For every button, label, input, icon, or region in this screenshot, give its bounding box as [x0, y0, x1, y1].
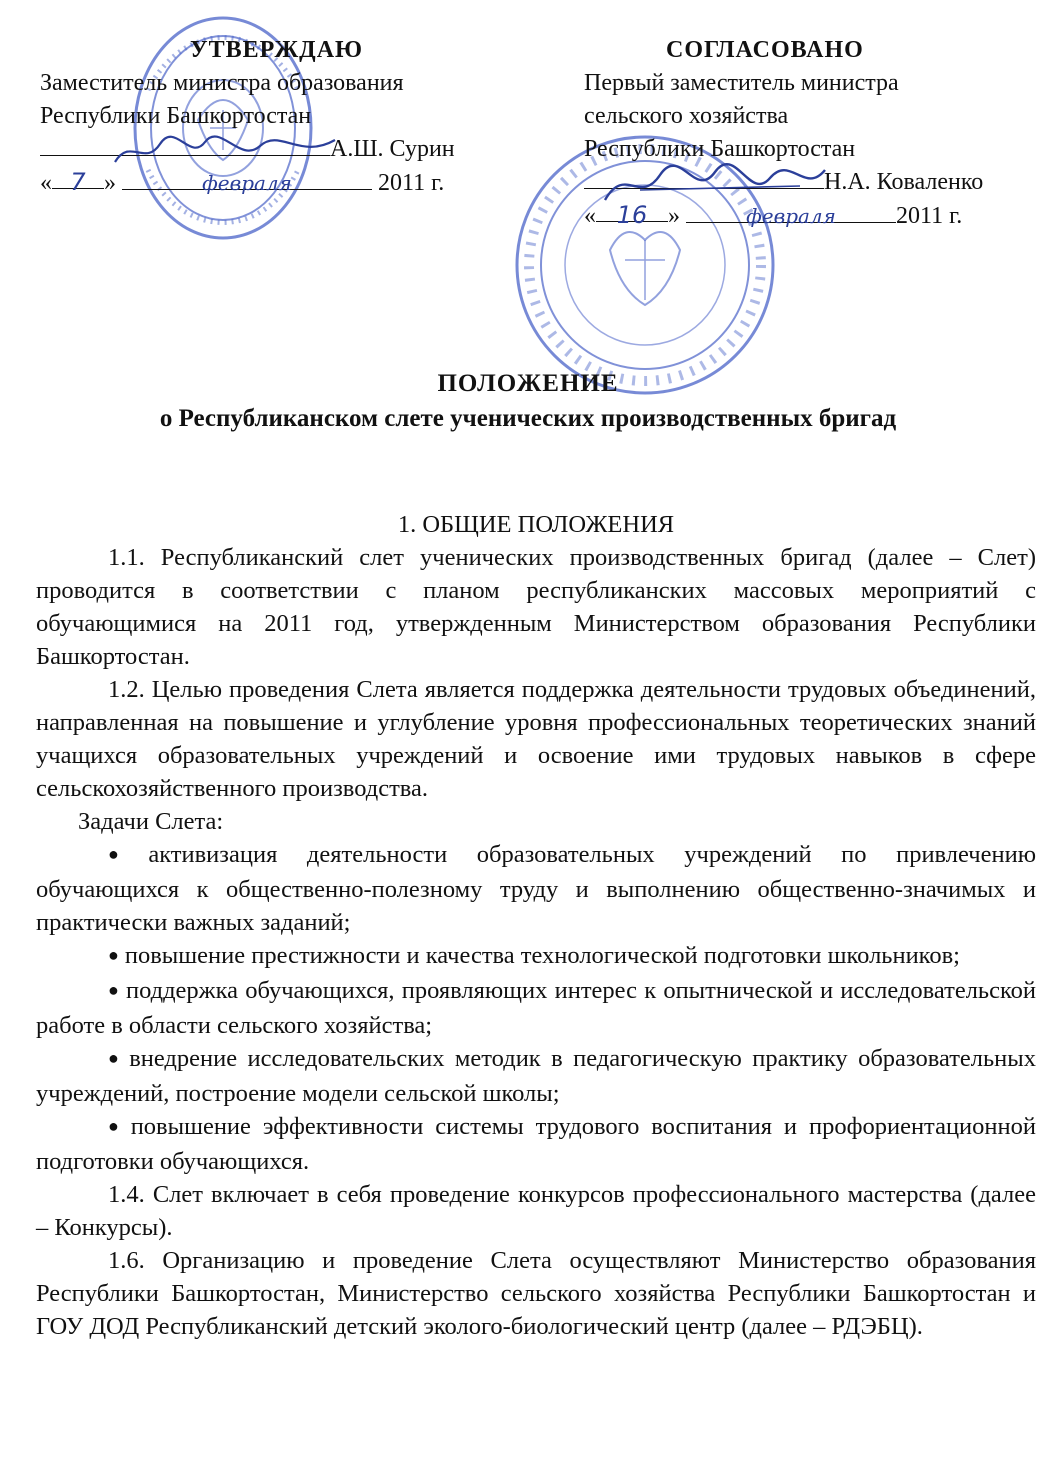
list-item: ● поддержка обучающихся, проявляющих интерес к опытнической и исследовательской работе в области сельского хозяйства;: [36, 977, 1036, 1039]
bullet-icon: ●: [108, 1048, 124, 1068]
agreement-month-handwritten: февраля: [686, 200, 896, 223]
document-title: ПОЛОЖЕНИЕ: [437, 370, 619, 397]
bullet-icon: ●: [108, 945, 119, 965]
bullet-icon: ●: [108, 1116, 125, 1136]
paragraph-1-2: 1.2. Целью проведения Слета является поддержка деятельности трудовых объединений, направленная на повышение и углубление уровня профессиональных теоретических знаний учащихся образовательных учреждений и освоение ими трудовых навыков в сфере сельскохозяйственного производства.: [36, 676, 1036, 802]
list-item: ● внедрение исследовательских методик в педагогическую практику образовательных учреждений, построение модели сельской школы;: [36, 1045, 1036, 1107]
paragraph-1-6: 1.6. Организацию и проведение Слета осуществляют Министерство образования Республики Башкортостан, Министерство сельского хозяйства Республики Башкортостан и ГОУ ДОД Республиканский детский эколого-биологический центр (далее – РДЭБЦ).: [36, 1247, 1036, 1340]
agreement-position-line3: Республики Башкортостан: [584, 136, 856, 162]
bullet-icon: ●: [108, 980, 120, 1000]
approval-block: [40, 34, 500, 200]
approval-signer: А.Ш. Сурин: [330, 136, 455, 162]
approval-heading: УТВЕРЖДАЮ: [190, 37, 364, 63]
approval-position-line2: Республики Башкортостан: [40, 103, 312, 129]
agreement-position-line1: Первый заместитель министра: [584, 70, 899, 96]
agreement-heading: СОГЛАСОВАНО: [666, 37, 864, 63]
approval-month-handwritten: февраля: [122, 167, 372, 190]
bullet-icon: ●: [108, 844, 143, 864]
date-close-quote: »: [104, 170, 116, 196]
list-item: ● повышение престижности и качества технологической подготовки школьников;: [108, 942, 960, 969]
date-close-quote: »: [668, 203, 680, 229]
approval-position-line1: Заместитель министра образования: [40, 70, 404, 96]
handwritten-signature-left: [110, 132, 340, 172]
list-item: ● активизация деятельности образовательных учреждений по привлечению обучающихся к общественно-полезному труду и выполнению общественно-значимых и практически важных заданий;: [36, 841, 1037, 936]
approval-day: 7: [52, 166, 104, 189]
approval-year: 2011 г.: [378, 170, 445, 196]
agreement-signer: Н.А. Коваленко: [824, 169, 984, 195]
section-heading: 1. ОБЩИЕ ПОЛОЖЕНИЯ: [397, 511, 675, 538]
agreement-position-line2: сельского хозяйства: [584, 103, 789, 129]
date-open-quote: «: [40, 170, 52, 196]
agreement-day: 16: [596, 199, 668, 222]
document-subtitle: о Республиканском слете ученических производственных бригад: [159, 405, 897, 432]
paragraph-1-4: 1.4. Слет включает в себя проведение конкурсов профессионального мастерства (далее – Конкурсы).: [36, 1181, 1036, 1241]
handwritten-signature-right: [600, 160, 830, 210]
tasks-title: Задачи Слета:: [78, 808, 224, 835]
agreement-year: 2011 г.: [896, 203, 963, 229]
document-body: [36, 508, 1036, 1343]
date-open-quote: «: [584, 203, 596, 229]
paragraph-1-1: 1.1. Республиканский слет ученических производственных бригад (далее – Слет) проводится в соответствии с планом республиканских массовых мероприятий с обучающимися на 2011 год, утвержденным Министерством образования Республики Башкортостан.: [36, 544, 1036, 670]
list-item: ● повышение эффективности системы трудового воспитания и профориентационной подготовки обучающихся.: [36, 1113, 1036, 1175]
